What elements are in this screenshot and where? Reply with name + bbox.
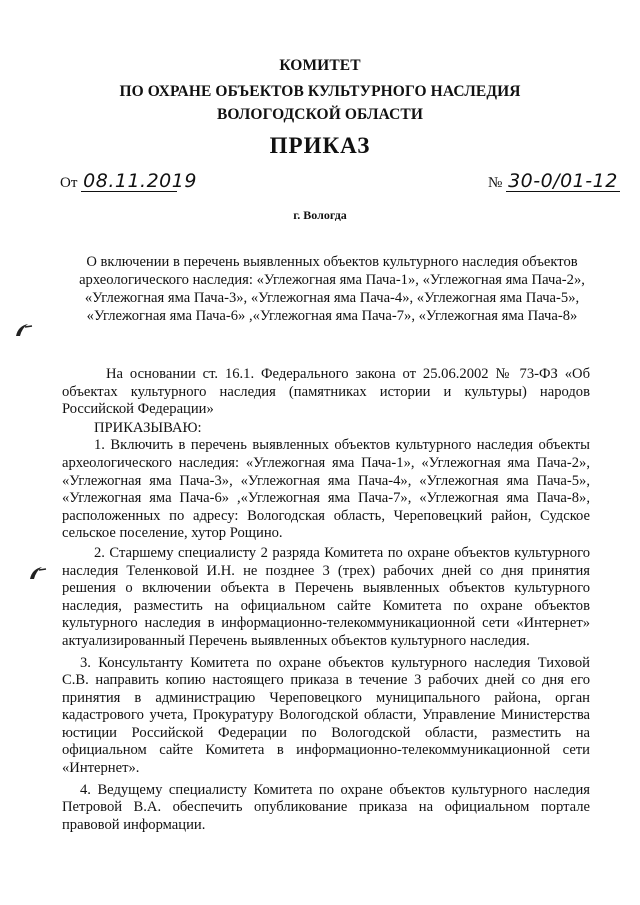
order-item-3: 3. Консультанту Комитета по охране объектов культурного наследия Тиховой С.В. направить копию настоящего приказа в течение 3 рабочих дней со дня его принятия в администрацию Череповецкого муниципального района, орган кадастрового учета, Прокуратуру Вологодской области, Управление Министерства юстиции Российской Федерации по Вологодской области, разместить на официальном сайте Комитета в информационно-телекоммуникационной сети «Интернет». [62,654,590,777]
document-body [62,366,590,834]
order-item-4: 4. Ведущему специалисту Комитета по охране объектов культурного наследия Петровой В.А. обеспечить опубликование приказа на официальном портале правовой информации. [62,781,590,833]
order-word: ПРИКАЗЫВАЮ: [94,419,202,436]
city: г. Вологда [293,208,347,222]
header-committee: КОМИТЕТ [279,57,361,74]
document-type: ПРИКАЗ [269,133,371,158]
number-row [488,172,620,192]
number-label: № [488,175,503,191]
order-item-1: 1. Включить в перечень выявленных объектов культурного наследия объекты археологического наследия: «Углежогная яма Пача-1», «Углежогная яма Пача-2», «Углежогная яма Пача-3», «Углежогная яма Пача-4», «Углежогная яма Пача-5», «Углежогная яма Пача-6» ,«Углежогная яма Пача-7», «Углежогная яма Пача-8», расположенных по адресу: Вологодская область, Череповецкий район, Судское сельское поселение, хутор Рощино. [62,437,590,542]
date-row [60,170,197,192]
number-value: 30-0/01-12 [508,170,618,192]
header-region: ВОЛОГОДСКОЙ ОБЛАСТИ [216,106,424,123]
scan-mark [28,565,48,581]
order-title: О включении в перечень выявленных объектов культурного наследия объектов археологического наследия: «Углежогная яма Пача-1», «Углежогная яма Пача-2», «Углежогная яма Пача-3», «Углежогная яма Пача-4», «Углежогная яма Пача-5», «Углежогная яма Пача-6» ,«Углежогная яма Пача-7», «Углежогная яма Пача-8» [79,254,585,324]
preamble: На основании ст. 16.1. Федерального закона от 25.06.2002 № 73-ФЗ «Об объектах культурного наследия (памятниках истории и культуры) народов Российской Федерации» [62,366,590,418]
scan-mark [14,322,34,338]
date-label: От [60,175,78,191]
date-value: 08.11.2019 [83,170,197,192]
header-protection: ПО ОХРАНЕ ОБЪЕКТОВ КУЛЬТУРНОГО НАСЛЕДИЯ [119,83,521,100]
order-item-2: 2. Старшему специалисту 2 разряда Комитета по охране объектов культурного наследия Теленковой И.Н. не позднее 3 (трех) рабочих дней со дня принятия решения о включении объекта в Перечень выявленных объектов культурного наследия, разместить на официальном сайте Комитета по охране объектов культурного наследия в информационно-телекоммуникационной сети «Интернет» актуализированный Перечень выявленных объектов культурного наследия. [62,544,590,649]
